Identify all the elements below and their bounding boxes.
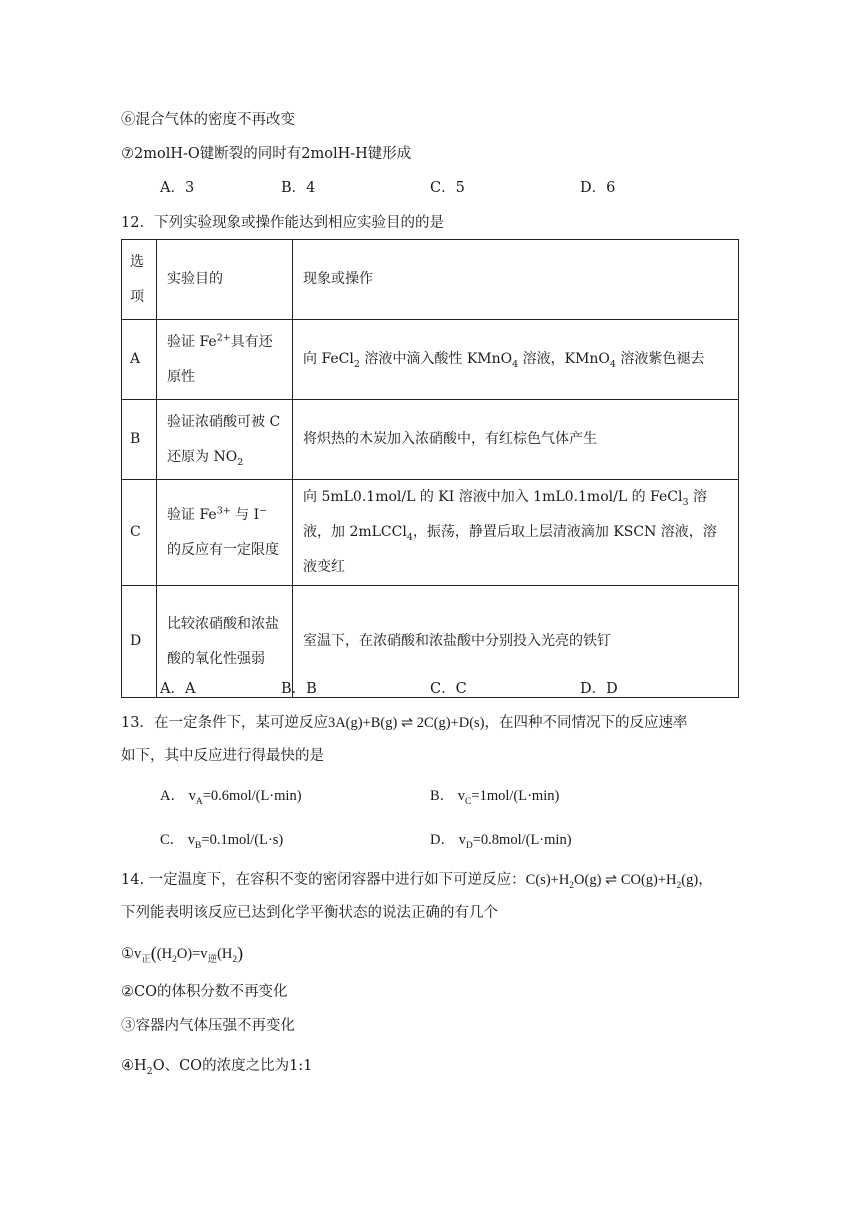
statement-6: ⑥混合气体的密度不再改变 [121, 112, 295, 128]
header-option-text: 选项 [130, 253, 144, 305]
q13-option-c: C． $v_B=0.1mol/(L\cdot s)$ [160, 832, 284, 851]
table-row [122, 480, 739, 586]
header-option-cell [122, 240, 157, 320]
q14-stem-continued: 下列能表明该反应已达到化学平衡状态的说法正确的有几个 [121, 905, 498, 921]
row-purpose: 比较浓硝酸和浓盐酸的氧化性强弱 [157, 586, 293, 698]
table-row [122, 400, 739, 480]
q14-item-3: ③容器内气体压强不再变化 [121, 1018, 295, 1034]
q13-option-d: D． $v_D=0.8mol/(L\cdot\min)$ [430, 832, 572, 851]
q14-item-2: ②CO的体积分数不再变化 [121, 984, 288, 1000]
q14-stem: 14. 一定温度下，在容积不变的密闭容器中进行如下可逆反应：$C(s)+H_2O(g)$ ⇌ $CO(g)+H_2(g)$， [121, 872, 713, 891]
q13-option-b: B． $v_C=1mol/(L\cdot\min)$ [430, 788, 560, 807]
q14-item-4: $④H_2O$、CO的浓度之比为1:1 [121, 1058, 313, 1077]
q14-equation: $C(s)+H_2O(g)$ ⇌ $CO(g)+H_2(g)$ [525, 872, 699, 891]
q12-table [121, 239, 739, 698]
row-operation: 将炽热的木炭加入浓硝酸中，有红棕色气体产生 [293, 400, 739, 480]
q11-option-d: D．6 [580, 180, 616, 196]
table-row [122, 320, 739, 400]
row-label: B [122, 400, 157, 480]
row-label: C [122, 480, 157, 586]
row-operation: 室温下，在浓硝酸和浓盐酸中分别投入光亮的铁钉 [293, 586, 739, 698]
q12-option-a: A．A [160, 681, 196, 697]
statement-7: ⑦2molH-O键断裂的同时有2molH-H键形成 [121, 146, 412, 162]
row-purpose: 验证 $Fe^{2+}$具有还原性 [157, 320, 293, 400]
q11-option-b: B．4 [281, 180, 316, 196]
q13-equation: 3A(g)+B(g) ⇌ 2C(g)+D(s) [327, 715, 485, 731]
q12-option-b: B．B [281, 681, 317, 697]
q13-option-a: A． $v_A=0.6mol/(L\cdot\min)$ [160, 788, 302, 807]
q11-option-a: A．3 [160, 180, 195, 196]
q11-option-c: C．5 [430, 180, 465, 196]
row-operation: 向 5mL0.1mol/L 的 KI 溶液中加入 1mL0.1mol/L 的 FeCl$_3$ 溶液，加 2mLCCl$_4$，振荡，静置后取上层清液滴加 KSCN 溶液，溶液变红 [293, 480, 739, 586]
q12-option-c: C．C [430, 681, 467, 697]
row-operation: 向 FeCl$_2$ 溶液中滴入酸性 KMnO$_4$ 溶液，KMnO$_4$ 溶液紫色褪去 [293, 320, 739, 400]
header-purpose-cell: 实验目的 [157, 240, 293, 320]
q13-stem-continued: 如下，其中反应进行得最快的是 [121, 748, 324, 764]
q12-stem: 12．下列实验现象或操作能达到相应实验目的的是 [121, 215, 444, 231]
q13-stem: 13．在一定条件下，某可逆反应3A(g)+B(g) ⇌ 2C(g)+D(s)，在四种不同情况下的反应速率 [121, 715, 688, 731]
row-label: D [122, 586, 157, 698]
row-purpose: 验证 $Fe^{3+}$ 与 I− 的反应有一定限度 [157, 480, 293, 586]
row-purpose: 验证浓硝酸可被 C 还原为 $NO_2$ [157, 400, 293, 480]
header-operation-cell: 现象或操作 [293, 240, 739, 320]
q14-item-1: $①v_正((H_2O)=v_逆(H_2)$ [121, 943, 244, 965]
row-label: A [122, 320, 157, 400]
q12-option-d: D．D [580, 681, 618, 697]
